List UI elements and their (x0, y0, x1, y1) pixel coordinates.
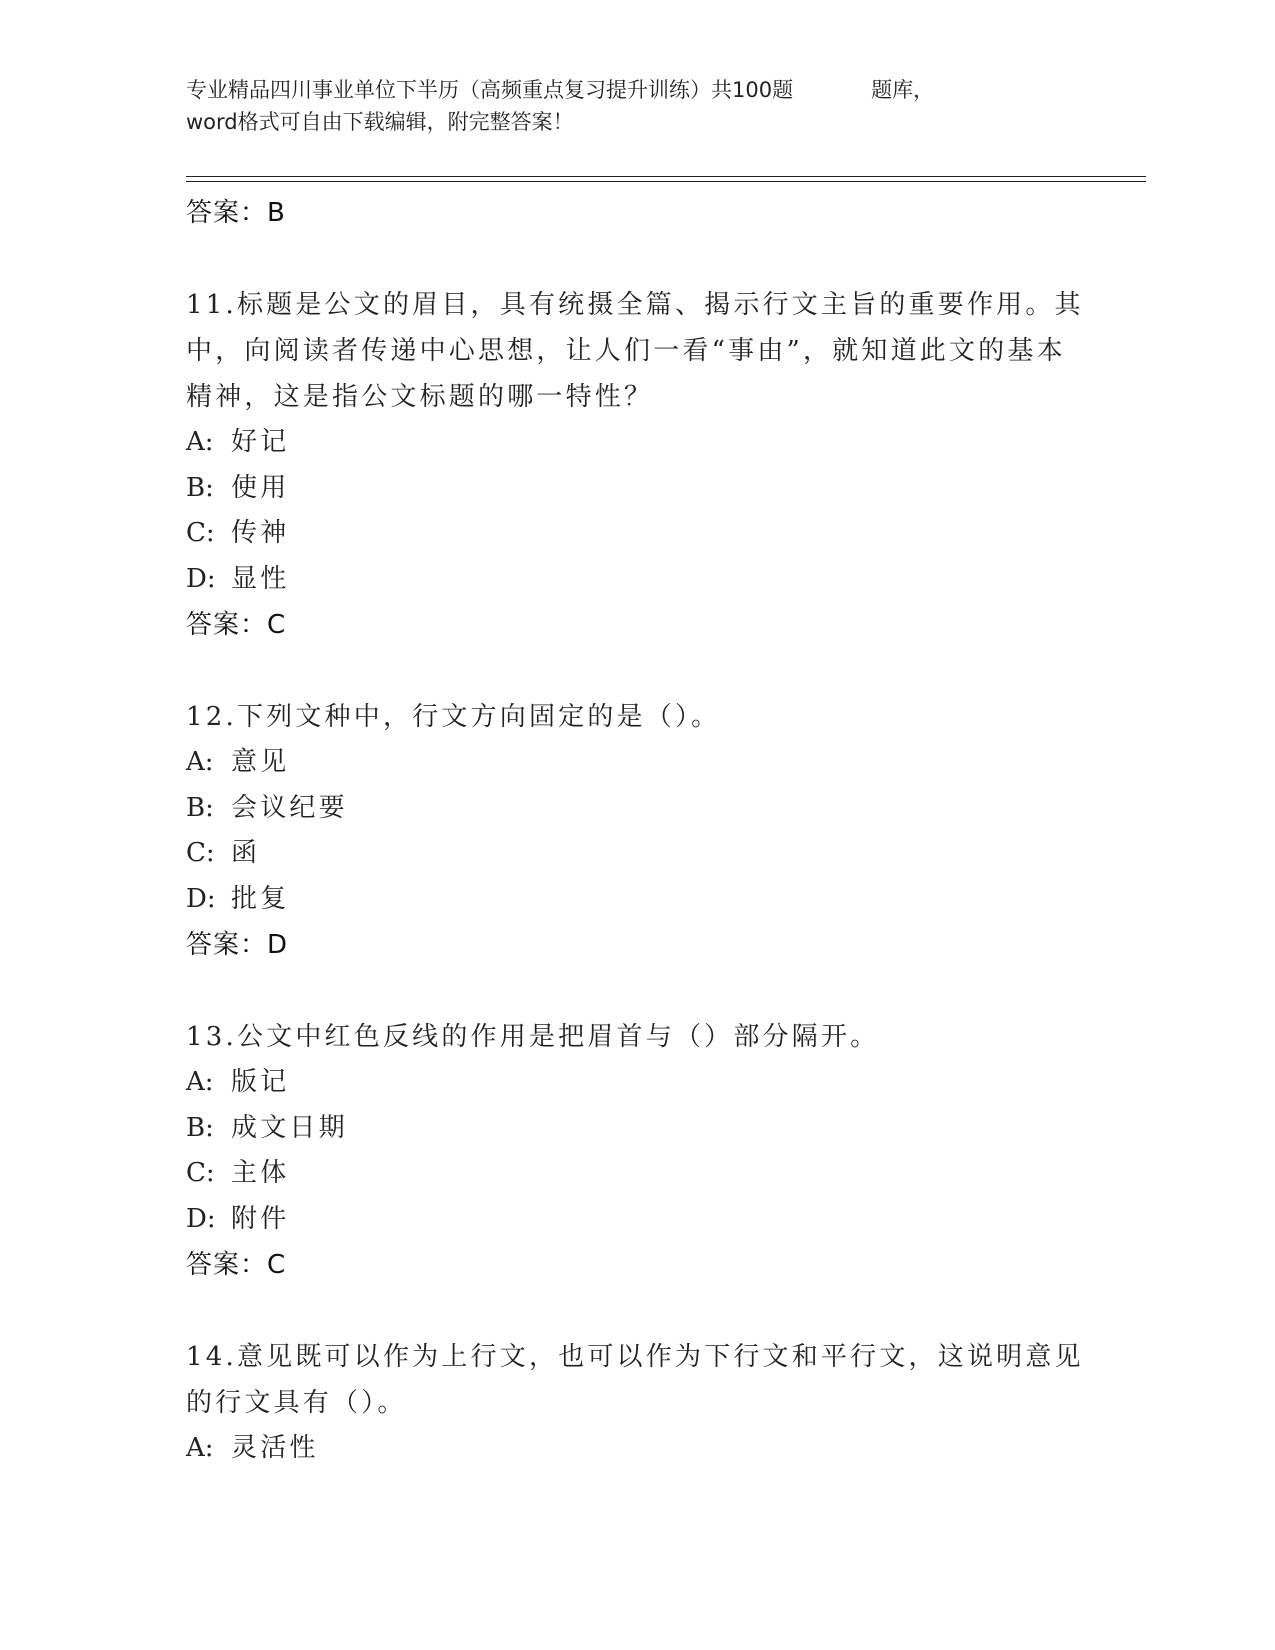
option-key: D: (186, 883, 216, 914)
option-key: C: (186, 1158, 215, 1188)
option-text: 成文日期 (231, 1112, 348, 1143)
option-text: 版记 (231, 1067, 290, 1097)
option-c (186, 1151, 1086, 1197)
option-b (186, 466, 1086, 512)
option-d (186, 1197, 1086, 1243)
option-key: B: (186, 472, 214, 503)
question-text: 13.公文中红色反线的作用是把眉首与（）部分隔开。 (186, 1022, 880, 1052)
answer-line: 答案：C (186, 1250, 287, 1280)
question-14 (186, 1334, 1086, 1472)
option-text: 好记 (231, 427, 290, 457)
question-text: 14.意见既可以作为上行文，也可以作为下行文和平行文，这说明意见的行文具有（）。 (186, 1342, 1084, 1418)
option-text: 会议纪要 (231, 792, 348, 823)
question-text: 11.标题是公文的眉目，具有统摄全篇、揭示行文主旨的重要作用。其中，向阅读者传递中心思想，让人们一看“事由”，就知道此文的基本精神，这是指公文标题的哪一特性？ (186, 290, 1084, 412)
answer-line: 答案：C (186, 610, 287, 640)
question-11 (186, 282, 1086, 648)
question-12 (186, 694, 1086, 968)
option-key: A: (186, 1433, 214, 1463)
option-key: D: (186, 563, 216, 594)
question-text: 12.下列文种中，行文方向固定的是（）。 (186, 702, 721, 732)
option-key: A: (186, 1067, 214, 1097)
option-key: C: (186, 518, 215, 548)
header-line-2: word格式可自由下载编辑，附完整答案！ (186, 110, 574, 134)
option-a (186, 740, 1086, 786)
option-a (186, 420, 1086, 466)
header-title-suffix: 题库， (871, 78, 935, 102)
option-key: C: (186, 838, 215, 868)
option-text: 附件 (231, 1203, 290, 1234)
option-key: A: (186, 427, 214, 457)
option-c (186, 511, 1086, 557)
page-header (186, 74, 1046, 138)
option-text: 函 (231, 838, 261, 868)
header-line-1 (186, 74, 1046, 106)
option-text: 使用 (231, 472, 290, 503)
option-key: D: (186, 1203, 216, 1234)
option-key: B: (186, 792, 214, 823)
header-divider-top (186, 176, 1146, 177)
question-13 (186, 1014, 1086, 1288)
option-key: B: (186, 1112, 214, 1143)
option-d (186, 877, 1086, 923)
header-divider-bottom (186, 181, 1146, 182)
question-list (186, 190, 1086, 1472)
option-key: A: (186, 747, 214, 777)
option-text: 显性 (231, 563, 290, 594)
option-a (186, 1426, 1086, 1472)
option-d (186, 557, 1086, 603)
option-b (186, 786, 1086, 832)
option-text: 意见 (231, 747, 290, 777)
answer-line: 答案：B (186, 198, 286, 228)
option-text: 批复 (231, 883, 290, 914)
option-text: 主体 (231, 1158, 290, 1188)
option-b (186, 1106, 1086, 1152)
option-text: 灵活性 (231, 1433, 319, 1463)
option-c (186, 831, 1086, 877)
header-title: 专业精品四川事业单位下半历（高频重点复习提升训练）共100题 (186, 78, 794, 102)
option-a (186, 1060, 1086, 1106)
option-text: 传神 (231, 518, 290, 548)
answer-line: 答案：D (186, 930, 289, 960)
